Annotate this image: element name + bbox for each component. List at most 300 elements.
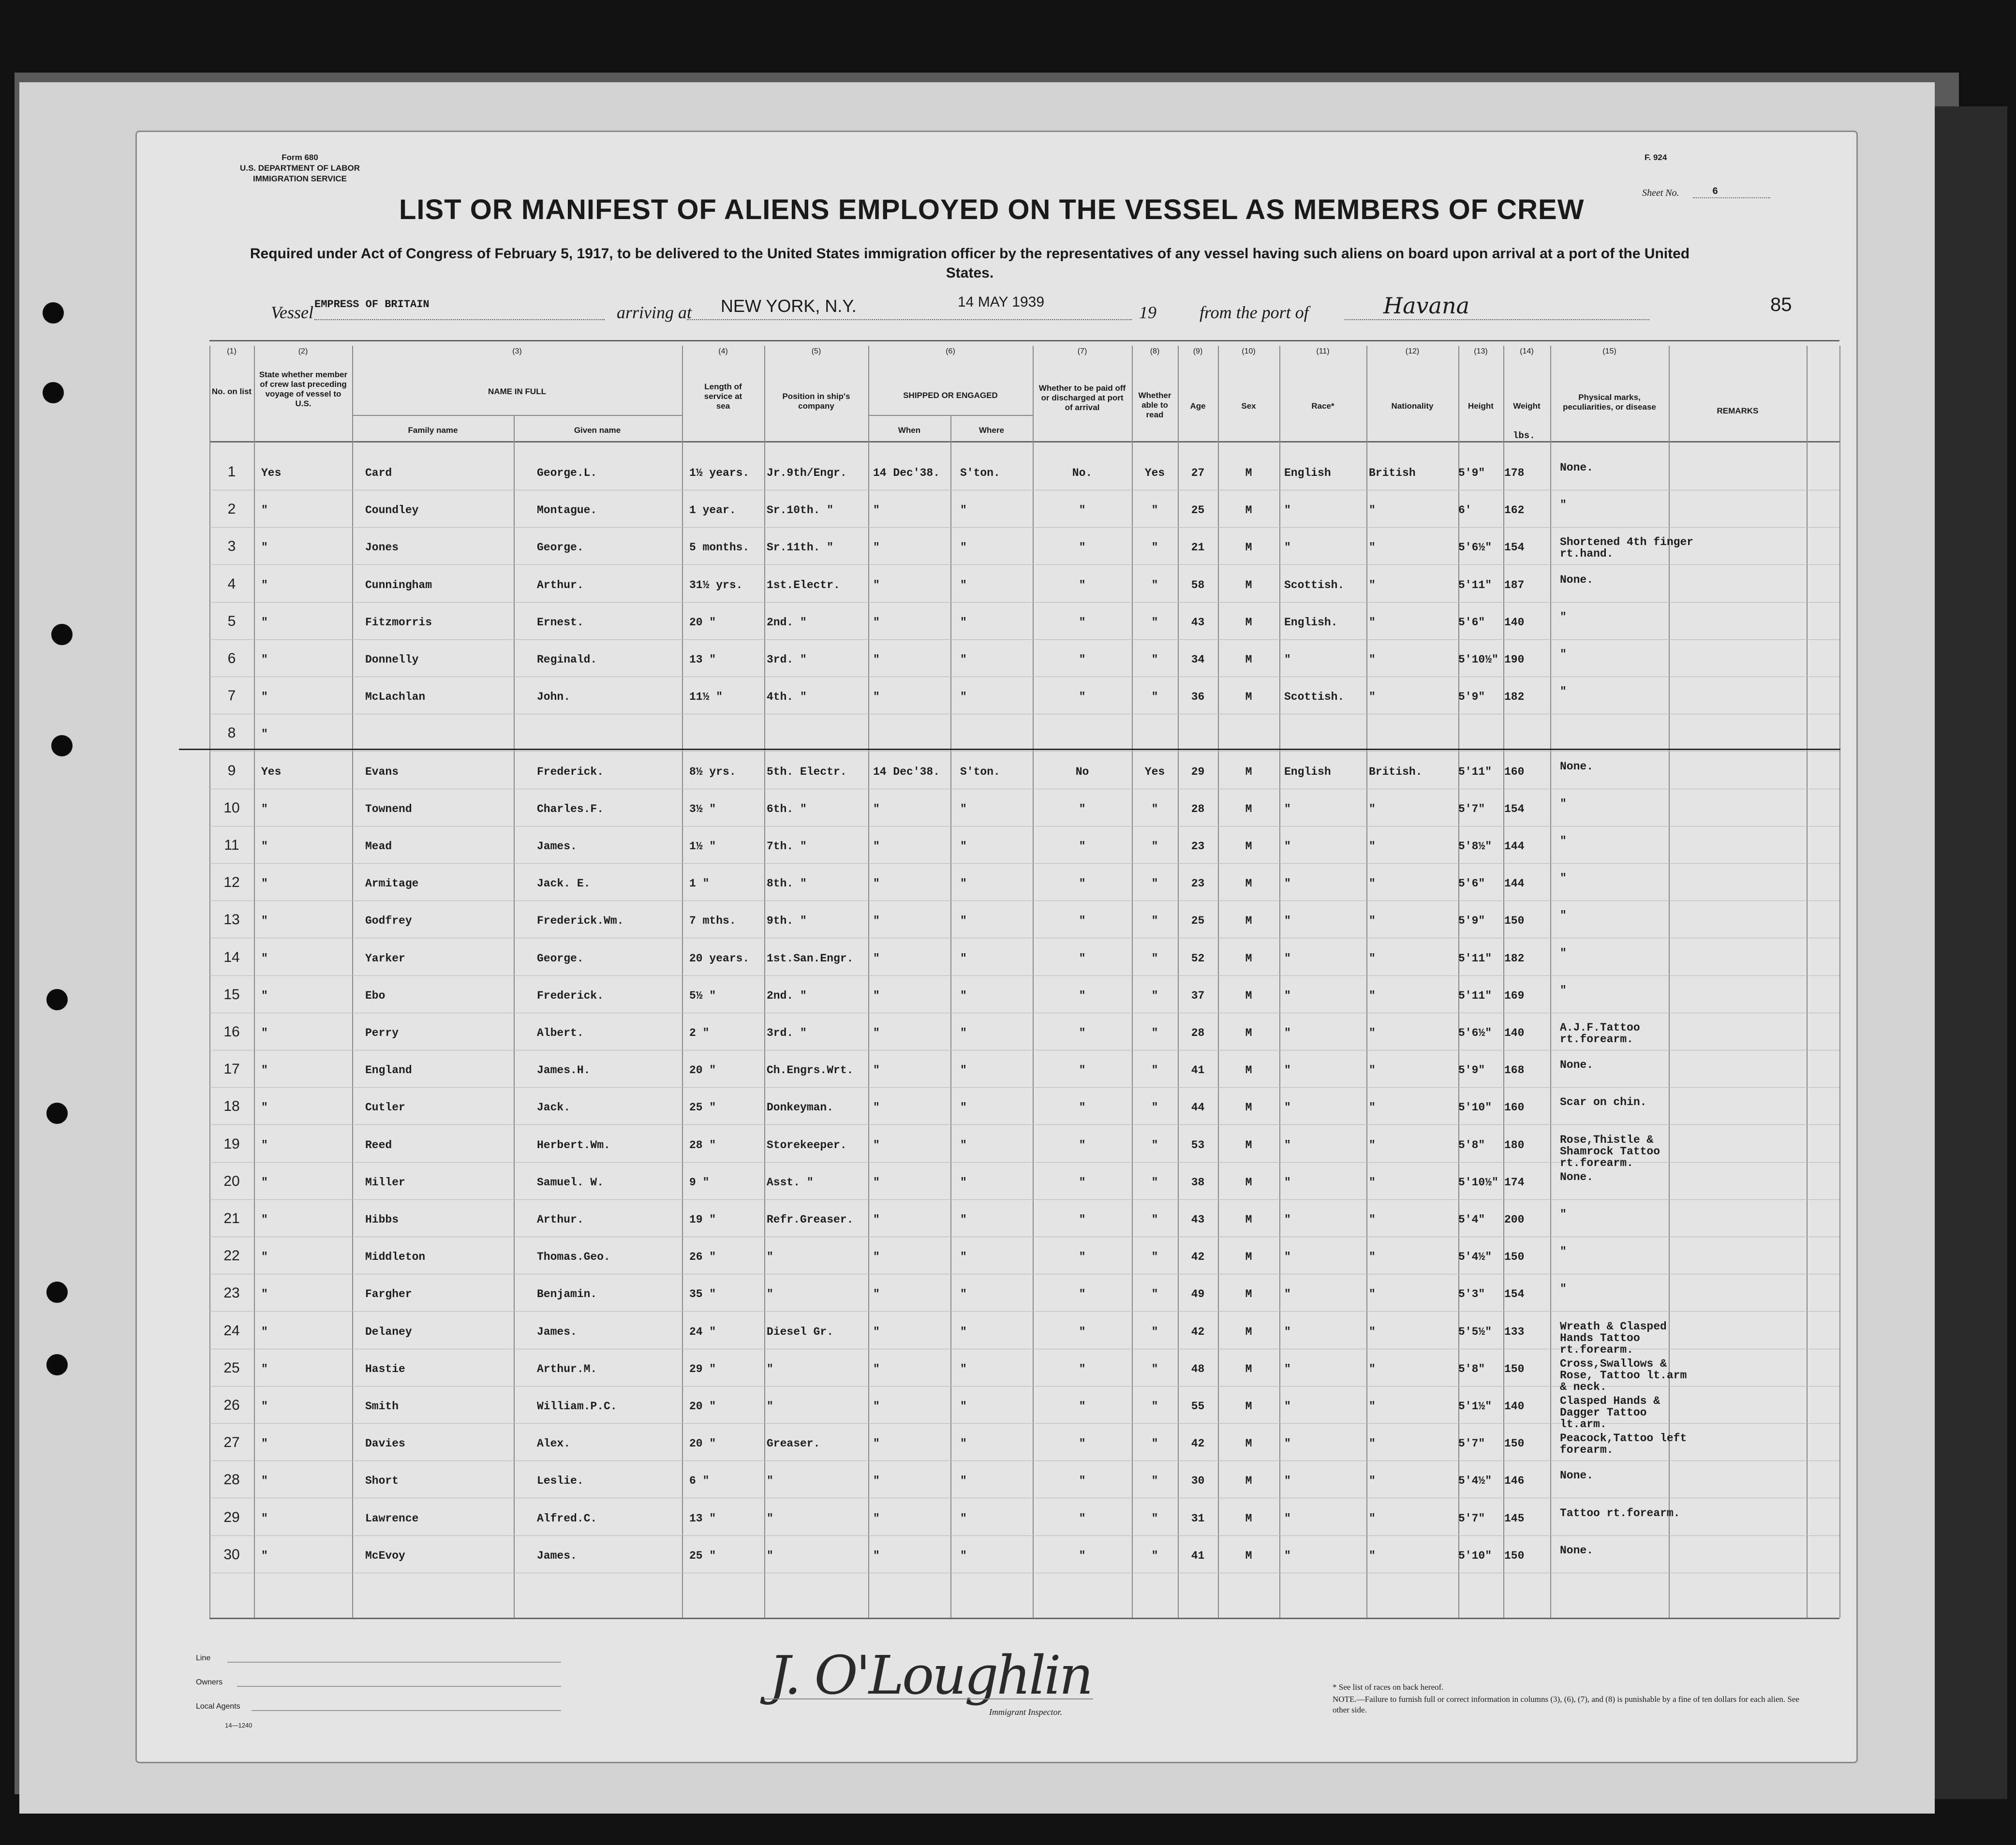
table-row	[0, 872, 2016, 915]
cell-race: "	[1284, 1512, 1291, 1525]
form-department: U.S. DEPARTMENT OF LABOR	[239, 163, 360, 173]
cell-read: "	[1151, 616, 1158, 629]
cell-paid: "	[1079, 1251, 1086, 1263]
cell-race: Scottish.	[1284, 691, 1345, 703]
cell-paid: "	[1079, 1101, 1086, 1114]
cell-age: 25	[1191, 915, 1205, 927]
cell-service: 13 "	[689, 653, 716, 666]
cell-no: 9	[227, 763, 236, 779]
form-service: IMMIGRATION SERVICE	[253, 174, 347, 183]
inspector-label: Immigrant Inspector.	[989, 1707, 1062, 1717]
cell-race: "	[1284, 989, 1291, 1002]
cell-marks: None.	[1560, 1469, 1594, 1482]
cell-service: 20 years.	[689, 952, 750, 965]
cell-read: "	[1151, 653, 1158, 666]
cell-when: "	[873, 1363, 880, 1375]
cell-no: 21	[223, 1210, 240, 1226]
cell-age: 42	[1191, 1251, 1205, 1263]
col-number: (4)	[718, 347, 728, 355]
cell-age: 44	[1191, 1101, 1205, 1114]
header-name-in-full: NAME IN FULL	[488, 387, 546, 396]
cell-nat: "	[1369, 840, 1376, 853]
cell-given: John.	[537, 691, 571, 703]
cell-age: 28	[1191, 803, 1205, 815]
cell-read: "	[1151, 1475, 1158, 1487]
cell-no: 17	[223, 1061, 240, 1077]
table-row	[0, 536, 2016, 578]
row-8-strike-line	[179, 749, 1840, 750]
cell-paid: "	[1079, 1400, 1086, 1413]
cell-given: Albert.	[537, 1027, 584, 1039]
cell-weight: 145	[1504, 1512, 1525, 1525]
cell-weight: 154	[1504, 541, 1525, 554]
cell-weight: 146	[1504, 1475, 1525, 1487]
cell-paid: No	[1075, 766, 1089, 778]
cell-paid: "	[1079, 1512, 1086, 1525]
note-penalty: NOTE.—Failure to furnish full or correct information in columns (3), (6), (7), and (8) is punishable by a fine of ten dollars for each alien. See other side.	[1333, 1695, 1799, 1714]
cell-given: Arthur.	[537, 579, 584, 591]
cell-prev: "	[261, 1064, 268, 1077]
cell-family: Reed	[365, 1139, 392, 1151]
page-title: LIST OR MANIFEST OF ALIENS EMPLOYED ON THE VESSEL AS MEMBERS OF CREW	[399, 194, 1585, 225]
cell-where: "	[960, 1363, 967, 1375]
cell-family: Cutler	[365, 1101, 405, 1114]
cell-weight: 154	[1504, 803, 1525, 815]
cell-when: "	[873, 803, 880, 815]
header-shipped-engaged: SHIPPED OR ENGAGED	[903, 391, 998, 400]
cell-prev: "	[261, 1512, 268, 1525]
cell-age: 38	[1191, 1176, 1205, 1189]
cell-read: Yes	[1144, 766, 1165, 778]
cell-weight: 150	[1504, 1251, 1525, 1263]
cell-family: Delaney	[365, 1326, 412, 1338]
cell-read: "	[1151, 1176, 1158, 1189]
cell-position: 2nd. "	[767, 616, 807, 629]
cell-race: "	[1284, 1326, 1291, 1338]
cell-when: "	[873, 579, 880, 591]
cell-marks: "	[1560, 685, 1567, 698]
cell-prev: "	[261, 1176, 268, 1189]
header-state-whether: State whether member of crew last preceding voyage of vessel to U.S.	[259, 370, 348, 408]
cell-service: 1½ "	[689, 840, 716, 853]
cell-read: "	[1151, 1400, 1158, 1413]
cell-sex: M	[1245, 803, 1252, 815]
cell-age: 43	[1191, 616, 1205, 629]
cell-age: 25	[1191, 504, 1205, 517]
footer-line-rule	[227, 1662, 561, 1663]
cell-no: 28	[223, 1472, 240, 1488]
cell-no: 14	[223, 949, 240, 965]
cell-service: 5 months.	[689, 541, 750, 554]
cell-weight: 160	[1504, 1101, 1525, 1114]
cell-when: "	[873, 1437, 880, 1450]
cell-read: "	[1151, 1251, 1158, 1263]
cell-weight: 182	[1504, 952, 1525, 965]
cell-given: Herbert.Wm.	[537, 1139, 610, 1151]
cell-read: "	[1151, 915, 1158, 927]
cell-given: Thomas.Geo.	[537, 1251, 610, 1263]
table-row	[0, 909, 2016, 952]
cell-race: "	[1284, 803, 1291, 815]
cell-where: "	[960, 1288, 967, 1300]
from-port: Havana	[1383, 293, 1470, 319]
header-sex: Sex	[1241, 401, 1256, 411]
cell-service: 20 "	[689, 1437, 716, 1450]
cell-marks: A.J.F.Tattoo rt.forearm.	[1560, 1021, 1640, 1046]
table-row	[0, 1208, 2016, 1251]
cell-nat: "	[1369, 1213, 1376, 1226]
cell-when: "	[873, 1475, 880, 1487]
cell-height: 5'6"	[1458, 877, 1485, 890]
cell-prev: "	[261, 1363, 268, 1375]
cell-prev: "	[261, 1251, 268, 1263]
cell-race: "	[1284, 1475, 1291, 1487]
cell-no: 27	[223, 1434, 240, 1450]
header-physical-marks: Physical marks, peculiarities, or disease	[1563, 393, 1656, 412]
cell-paid: "	[1079, 653, 1086, 666]
cell-weight: 150	[1504, 1363, 1525, 1375]
header-age: Age	[1190, 401, 1206, 411]
cell-when: "	[873, 653, 880, 666]
cell-given: Jack. E.	[537, 877, 591, 890]
cell-nat: "	[1369, 877, 1376, 890]
cell-position: "	[767, 1363, 773, 1375]
cell-read: "	[1151, 1326, 1158, 1338]
cell-where: "	[960, 1475, 967, 1487]
cell-sex: M	[1245, 1288, 1252, 1300]
cell-position: Storekeeper.	[767, 1139, 847, 1151]
cell-paid: "	[1079, 1288, 1086, 1300]
cell-when: "	[873, 840, 880, 853]
cell-race: "	[1284, 653, 1291, 666]
table-row	[0, 1469, 2016, 1512]
cell-prev: "	[261, 616, 268, 629]
cell-age: 37	[1191, 989, 1205, 1002]
cell-read: "	[1151, 1027, 1158, 1039]
cell-race: "	[1284, 1101, 1291, 1114]
cell-paid: "	[1079, 1363, 1086, 1375]
cell-nat: "	[1369, 1027, 1376, 1039]
table-row	[0, 685, 2016, 728]
cell-position: "	[767, 1550, 773, 1562]
cell-marks: "	[1560, 611, 1567, 623]
cell-sex: M	[1245, 1251, 1252, 1263]
cell-race: "	[1284, 1176, 1291, 1189]
cell-family: Godfrey	[365, 915, 412, 927]
cell-no: 23	[223, 1285, 240, 1301]
cell-weight: 144	[1504, 840, 1525, 853]
cell-family: Fitzmorris	[365, 616, 432, 629]
cell-weight: 178	[1504, 467, 1525, 479]
col-number: (5)	[811, 347, 821, 355]
cell-nat: "	[1369, 1400, 1376, 1413]
cell-service: 9 "	[689, 1176, 710, 1189]
cell-family: Perry	[365, 1027, 399, 1039]
cell-age: 29	[1191, 766, 1205, 778]
cell-marks: "	[1560, 797, 1567, 810]
cell-sex: M	[1245, 691, 1252, 703]
cell-family: England	[365, 1064, 412, 1077]
cell-no: 24	[223, 1323, 240, 1339]
cell-service: 25 "	[689, 1101, 716, 1114]
cell-read: "	[1151, 1064, 1158, 1077]
cell-position: 9th. "	[767, 915, 807, 927]
cell-read: "	[1151, 1512, 1158, 1525]
cell-paid: "	[1079, 691, 1086, 703]
cell-sex: M	[1245, 989, 1252, 1002]
cell-height: 5'5½"	[1458, 1326, 1492, 1338]
cell-sex: M	[1245, 616, 1252, 629]
cell-read: "	[1151, 1437, 1158, 1450]
cell-height: 5'11"	[1458, 579, 1492, 591]
cell-family: McEvoy	[365, 1550, 405, 1562]
arrival-date: 14 MAY 1939	[958, 294, 1045, 310]
cell-prev: Yes	[261, 766, 282, 778]
cell-race: "	[1284, 1064, 1291, 1077]
signature-rule	[764, 1698, 1093, 1699]
cell-given: Frederick.Wm.	[537, 915, 624, 927]
cell-nat: "	[1369, 691, 1376, 703]
header-remarks: REMARKS	[1717, 406, 1759, 415]
cell-read: "	[1151, 504, 1158, 517]
cell-weight: 182	[1504, 691, 1525, 703]
cell-read: "	[1151, 952, 1158, 965]
cell-height: 5'8"	[1458, 1363, 1485, 1375]
cell-height: 6'	[1458, 504, 1472, 517]
cell-marks: None.	[1560, 1544, 1594, 1557]
cell-race: "	[1284, 877, 1291, 890]
cell-height: 5'3"	[1458, 1288, 1485, 1300]
cell-race: "	[1284, 504, 1291, 517]
cell-marks: "	[1560, 872, 1567, 885]
cell-sex: M	[1245, 1437, 1252, 1450]
cell-read: "	[1151, 1288, 1158, 1300]
cell-given: Arthur.	[537, 1213, 584, 1226]
cell-where: "	[960, 840, 967, 853]
cell-when: "	[873, 691, 880, 703]
cell-family: Fargher	[365, 1288, 412, 1300]
cell-position: "	[767, 1475, 773, 1487]
cell-marks: None.	[1560, 760, 1594, 773]
cell-position: Asst. "	[767, 1176, 814, 1189]
cell-marks: Clasped Hands & Dagger Tattoo lt.arm.	[1560, 1395, 1660, 1431]
header-height: Height	[1468, 401, 1494, 411]
cell-family: Coundley	[365, 504, 419, 517]
form-number: Form 680	[282, 153, 318, 162]
cell-no: 26	[223, 1397, 240, 1413]
cell-service: 2 "	[689, 1027, 710, 1039]
cell-where: "	[960, 1326, 967, 1338]
col-number: (7)	[1077, 347, 1087, 355]
cell-when: "	[873, 989, 880, 1002]
cell-prev: "	[261, 840, 268, 853]
cell-position: Jr.9th/Engr.	[767, 467, 847, 479]
cell-given: James.	[537, 1326, 577, 1338]
cell-race: "	[1284, 840, 1291, 853]
header-family-name: Family name	[408, 426, 458, 435]
table-row	[0, 1096, 2016, 1138]
cell-race: "	[1284, 1213, 1291, 1226]
cell-sex: M	[1245, 1363, 1252, 1375]
cell-service: 25 "	[689, 1550, 716, 1562]
cell-when: "	[873, 616, 880, 629]
cell-nat: "	[1369, 915, 1376, 927]
vessel-label: Vessel	[271, 303, 313, 322]
cell-prev: "	[261, 915, 268, 927]
cell-prev: "	[261, 1326, 268, 1338]
cell-sex: M	[1245, 1400, 1252, 1413]
cell-given: Frederick.	[537, 766, 604, 778]
col-number: (3)	[512, 347, 522, 355]
col-number: (10)	[1242, 347, 1256, 355]
cell-given: Benjamin.	[537, 1288, 597, 1300]
cell-where: S'ton.	[960, 467, 1000, 479]
cell-race: "	[1284, 1437, 1291, 1450]
cell-nat: "	[1369, 1139, 1376, 1151]
cell-given: Leslie.	[537, 1475, 584, 1487]
cell-when: "	[873, 1288, 880, 1300]
header-where: Where	[979, 426, 1004, 435]
cell-when: "	[873, 1139, 880, 1151]
col-number: (8)	[1150, 347, 1160, 355]
cell-family: Miller	[365, 1176, 405, 1189]
cell-height: 5'6½"	[1458, 541, 1492, 554]
cell-position: 5th. Electr.	[767, 766, 847, 778]
cell-prev: "	[261, 1288, 268, 1300]
cell-when: "	[873, 1400, 880, 1413]
cell-position: "	[767, 1400, 773, 1413]
cell-no: 29	[223, 1509, 240, 1525]
cell-no: 7	[227, 688, 236, 704]
cell-paid: "	[1079, 1437, 1086, 1450]
cell-given: George.	[537, 541, 584, 554]
cell-service: 1½ years.	[689, 467, 750, 479]
cell-marks: Scar on chin.	[1560, 1096, 1647, 1108]
cell-marks: "	[1560, 909, 1567, 922]
header-paid-off: Whether to be paid off or discharged at port of arrival	[1038, 384, 1126, 412]
cell-position: Diesel Gr.	[767, 1326, 834, 1338]
col-number: (14)	[1520, 347, 1534, 355]
cell-nat: "	[1369, 1064, 1376, 1077]
cell-height: 5'11"	[1458, 952, 1492, 965]
cell-weight: 133	[1504, 1326, 1525, 1338]
cell-nat: "	[1369, 616, 1376, 629]
header-race: Race*	[1311, 401, 1334, 411]
cell-read: "	[1151, 1139, 1158, 1151]
cell-position: 2nd. "	[767, 989, 807, 1002]
cell-paid: "	[1079, 616, 1086, 629]
cell-service: 6 "	[689, 1475, 710, 1487]
cell-age: 28	[1191, 1027, 1205, 1039]
cell-when: "	[873, 1064, 880, 1077]
cell-read: Yes	[1144, 467, 1165, 479]
cell-service: 20 "	[689, 1400, 716, 1413]
cell-position: 7th. "	[767, 840, 807, 853]
cell-weight: 144	[1504, 877, 1525, 890]
cell-service: 7 mths.	[689, 915, 736, 927]
cell-service: 29 "	[689, 1363, 716, 1375]
cell-sex: M	[1245, 1326, 1252, 1338]
cell-paid: "	[1079, 1213, 1086, 1226]
cell-no: 18	[223, 1098, 240, 1114]
cell-race: English.	[1284, 616, 1338, 629]
arriving-label: arriving at	[617, 303, 692, 322]
cell-where: "	[960, 541, 967, 554]
table-row	[0, 611, 2016, 653]
cell-sex: M	[1245, 1101, 1252, 1114]
cell-race: "	[1284, 1027, 1291, 1039]
cell-height: 5'11"	[1458, 766, 1492, 778]
cell-paid: "	[1079, 1176, 1086, 1189]
cell-position: Sr.10th. "	[767, 504, 834, 517]
cell-paid: "	[1079, 877, 1086, 890]
cell-service: 28 "	[689, 1139, 716, 1151]
cell-where: "	[960, 616, 967, 629]
cell-prev: "	[261, 1213, 268, 1226]
cell-when: "	[873, 952, 880, 965]
cell-marks: None.	[1560, 1059, 1594, 1071]
cell-prev: "	[261, 1027, 268, 1039]
cell-paid: "	[1079, 579, 1086, 591]
cell-height: 5'7"	[1458, 1437, 1485, 1450]
cell-marks: "	[1560, 947, 1567, 959]
cell-marks: Shortened 4th finger rt.hand.	[1560, 536, 1694, 560]
note-races: * See list of races on back hereof.	[1333, 1683, 1444, 1692]
cell-age: 36	[1191, 691, 1205, 703]
cell-nat: "	[1369, 1251, 1376, 1263]
table-row	[0, 1245, 2016, 1288]
cell-family: Armitage	[365, 877, 419, 890]
cell-family: Hastie	[365, 1363, 405, 1375]
cell-age: 41	[1191, 1064, 1205, 1077]
cell-height: 5'9"	[1458, 467, 1485, 479]
cell-race: "	[1284, 1363, 1291, 1375]
table-row	[0, 1021, 2016, 1064]
cell-read: "	[1151, 803, 1158, 815]
cell-marks: "	[1560, 648, 1567, 661]
cell-where: "	[960, 1400, 967, 1413]
table-row	[0, 760, 2016, 803]
cell-where: "	[960, 579, 967, 591]
cell-family: Davies	[365, 1437, 405, 1450]
cell-read: "	[1151, 541, 1158, 554]
cell-given: James.	[537, 1550, 577, 1562]
cell-read: "	[1151, 1550, 1158, 1562]
table-row	[0, 461, 2016, 504]
cell-prev: "	[261, 541, 268, 554]
form-code: F. 924	[1645, 153, 1667, 162]
cell-read: "	[1151, 1213, 1158, 1226]
cell-sex: M	[1245, 766, 1252, 778]
cell-race: "	[1284, 1400, 1291, 1413]
cell-read: "	[1151, 1101, 1158, 1114]
arriving-port: NEW YORK, N.Y.	[721, 296, 857, 316]
cell-age: 55	[1191, 1400, 1205, 1413]
cell-family: Smith	[365, 1400, 399, 1413]
cell-marks: "	[1560, 984, 1567, 997]
table-row	[0, 1283, 2016, 1325]
cell-position: 4th. "	[767, 691, 807, 703]
cell-nat: "	[1369, 952, 1376, 965]
cell-race: "	[1284, 1288, 1291, 1300]
cell-nat: "	[1369, 1550, 1376, 1562]
cell-position: 3rd. "	[767, 653, 807, 666]
cell-height: 5'8"	[1458, 1139, 1485, 1151]
cell-given: Jack.	[537, 1101, 571, 1114]
table-row	[0, 1507, 2016, 1550]
cell-paid: "	[1079, 803, 1086, 815]
cell-prev: "	[261, 1550, 268, 1562]
